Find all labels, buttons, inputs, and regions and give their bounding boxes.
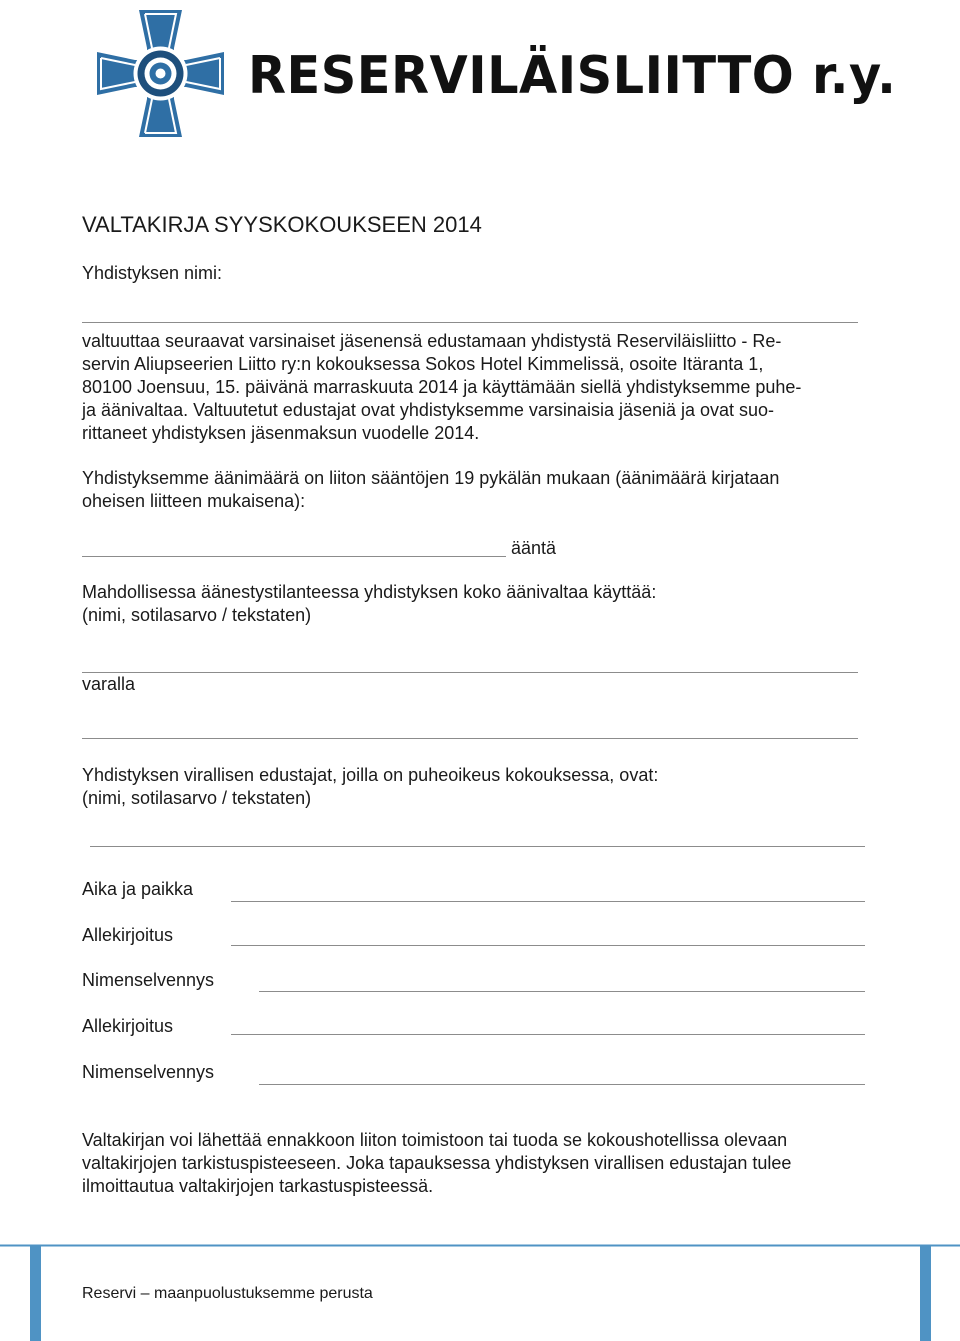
name-clarification-label-1: Nimenselvennys (82, 970, 215, 990)
association-name-line[interactable] (82, 322, 858, 323)
representatives-paragraph (82, 764, 882, 810)
vote-count-line[interactable] (82, 556, 506, 557)
footer-slogan: Reservi – maanpuolustuksemme perusta (82, 1285, 373, 1302)
paragraph-line: 80100 Joensuu, 15. päivänä marraskuuta 2014 ja käyttämään siellä yhdistyksemme puhe- (82, 377, 802, 397)
paragraph-line: Valtakirjan voi lähettää ennakkoon liiton toimistoon tai tuoda se kokoushotellissa olevaan (82, 1130, 788, 1150)
signature-label-2: Allekirjoitus (82, 1016, 174, 1036)
deputy-label: varalla (82, 674, 136, 694)
time-place-label: Aika ja paikka (82, 879, 194, 899)
logo-wordmark: RESERVILÄISLIITTO r.y. (248, 46, 897, 106)
signature-label-1: Allekirjoitus (82, 925, 174, 945)
paragraph-line: (nimi, sotilasarvo / tekstaten) (82, 788, 312, 808)
voting-delegate-paragraph (82, 581, 882, 627)
paragraph-line: valtuuttaa seuraavat varsinaiset jäsenensä edustamaan yhdistystä Reserviläisliitto - Re- (82, 331, 782, 351)
page-title: VALTAKIRJA SYYSKOKOUKSEEN 2014 (82, 212, 482, 237)
paragraph-line: servin Aliupseerien Liitto ry:n kokouksessa Sokos Hotel Kimmelissä, osoite Itäranta 1, (82, 354, 764, 374)
signature-line-2[interactable] (231, 1034, 865, 1035)
name-clarification-line-2[interactable] (259, 1084, 865, 1085)
time-place-line[interactable] (231, 901, 865, 902)
votes-suffix: ääntä (511, 538, 557, 558)
paragraph-line: ilmoittautua valtakirjojen tarkastuspisteessä. (82, 1176, 434, 1196)
paragraph-line: valtakirjojen tarkistuspisteeseen. Joka tapauksessa yhdistyksen virallisen edustajan tulee (82, 1153, 792, 1173)
name-clarification-line-1[interactable] (259, 991, 865, 992)
authorization-paragraph (82, 330, 882, 445)
paragraph-line: Yhdistyksen virallisen edustajat, joilla on puheoikeus kokouksessa, ovat: (82, 765, 659, 785)
paragraph-line: oheisen liitteen mukaisena): (82, 491, 306, 511)
blue-cross-emblem-icon (95, 8, 226, 139)
association-name-label: Yhdistyksen nimi: (82, 263, 223, 283)
paragraph-line: Mahdollisessa äänestystilanteessa yhdistyksen koko äänivaltaa käyttää: (82, 582, 657, 602)
closing-paragraph (82, 1129, 912, 1198)
paragraph-line: rittaneet yhdistyksen jäsenmaksun vuodelle 2014. (82, 423, 480, 443)
representatives-line[interactable] (90, 846, 865, 847)
delegate-name-line[interactable] (82, 672, 858, 673)
paragraph-line: ja äänivaltaa. Valtuutetut edustajat ovat yhdistyksemme varsinaisia jäseniä ja ovat suo- (82, 400, 775, 420)
vote-count-paragraph (82, 467, 882, 513)
name-clarification-label-2: Nimenselvennys (82, 1062, 215, 1082)
deputy-name-line[interactable] (82, 738, 858, 739)
paragraph-line: (nimi, sotilasarvo / tekstaten) (82, 605, 312, 625)
signature-line-1[interactable] (231, 945, 865, 946)
paragraph-line: Yhdistyksemme äänimäärä on liiton sääntöjen 19 pykälän mukaan (äänimäärä kirjataan (82, 468, 780, 488)
